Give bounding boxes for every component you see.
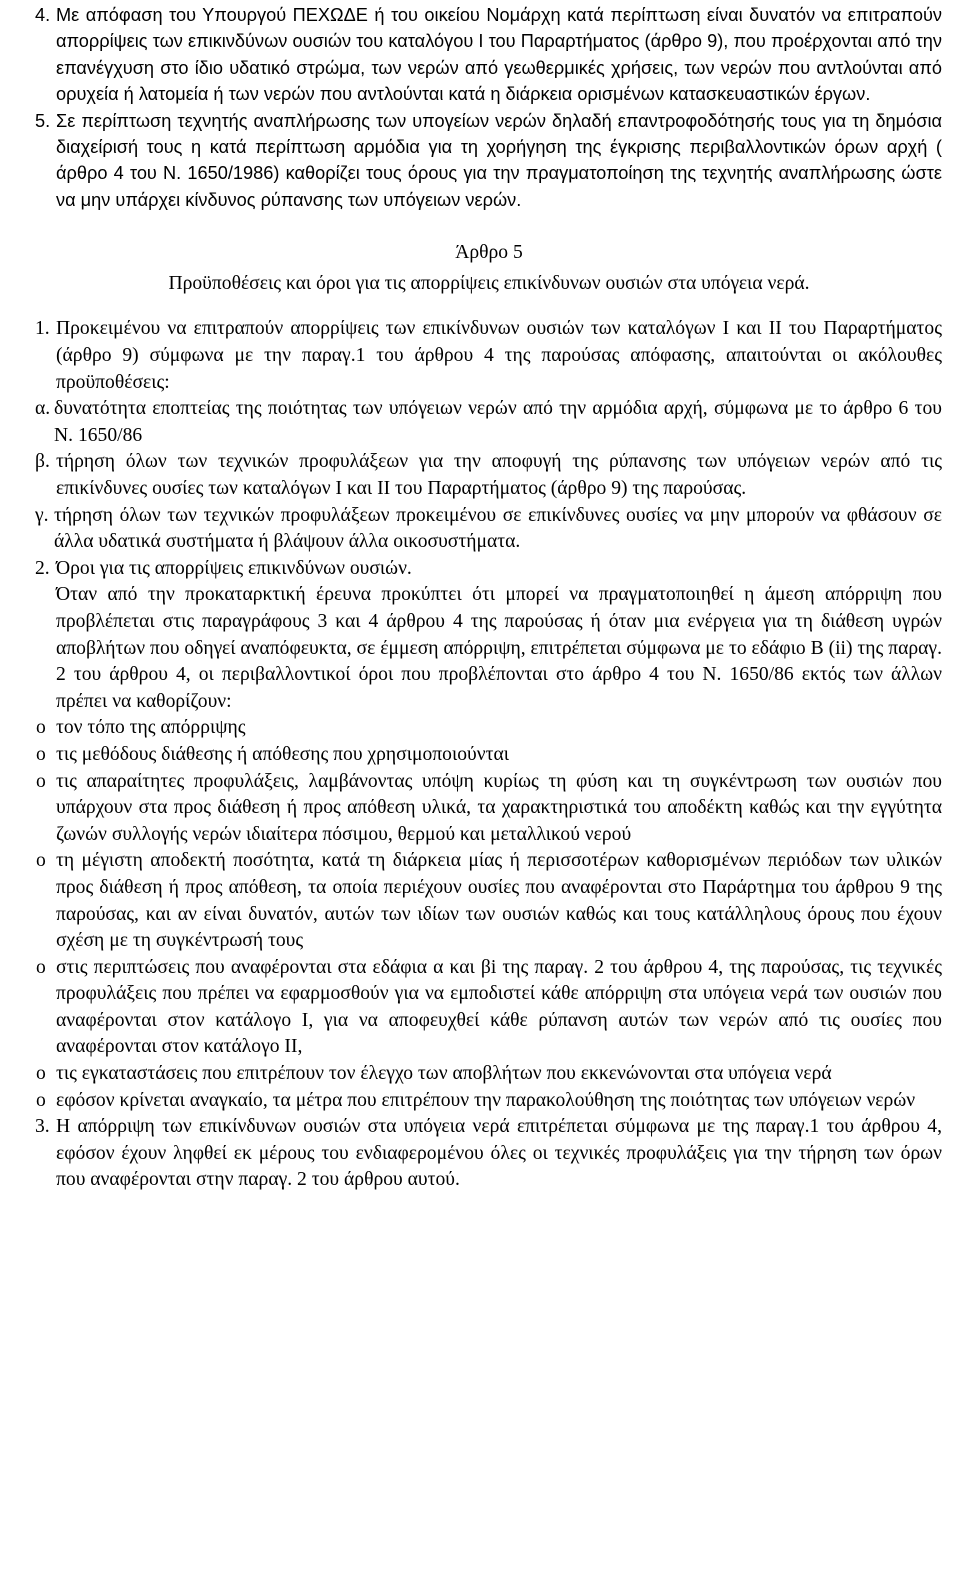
article-subheading: Προϋποθέσεις και όροι για τις απορρίψεις επικίνδυνων ουσιών στα υπόγεια νερά. [168,272,810,294]
sub-text: δυνατότητα εποπτείας της ποιότητας των υπόγειων νερών από την αρμόδια αρχή, σύμφωνα με το άρθρο 6 του Ν. 1650/86 [54,398,942,446]
paragraph-5 [36,108,942,214]
item-1-sub-b [36,449,942,502]
item-number: 1. [35,318,50,340]
item-3 [36,1114,942,1194]
paragraph-number: 4. [35,5,51,25]
bullet-mark: o [36,717,46,739]
list-item [36,769,942,849]
sub-label: α. [35,398,51,420]
item-1-block [36,316,942,555]
bullet-text: στις περιπτώσεις που αναφέρονται στα εδάφια α και βi της παραγ. 2 του άρθρου 4, της παρούσας, τις τεχνικές προφυλάξεις που πρέπει να εφαρμοσθούν για να εμποδιστεί κάθε απόρριψη στα υπόγεια νερά των ουσιών που αναφέρονται στον κατάλογο Ι, για να αποφευχθεί κάθε ρύπανση αυτών των νερών από τις ουσίες που αναφέρονται στον κατάλογο ΙΙ, [56,956,942,1058]
sub-text: τήρηση όλων των τεχνικών προφυλάξεων προκειμένου σε επικίνδυνες ουσίες να μην μπορούν να φθάσουν σε άλλα υδατικά συστήματα ή βλάψουν άλλα οικοσυστήματα. [54,504,942,553]
list-item [36,955,942,1061]
list-item [36,1088,942,1115]
list-item [36,715,942,742]
bullet-text: εφόσον κρίνεται αναγκαίο, τα μέτρα που επιτρέπουν την παρακολούθηση της ποιότητας των υπόγειων νερών [56,1089,916,1111]
sub-text: τήρηση όλων των τεχνικών προφυλάξεων για την αποφυγή της ρύπανσης των υπόγειων νερών από τις επικίνδυνες ουσίες των καταλόγων Ι και ΙΙ του Παραρτήματος (άρθρο 9) της παρούσας. [56,451,942,499]
item-2-block [36,556,942,1114]
item-number: 2. [35,557,50,579]
article-heading: Άρθρο 5 [455,242,523,264]
bullet-text: τις εγκαταστάσεις που επιτρέπουν τον έλεγχο των αποβλήτων που εκκενώνονται στα υπόγεια νερά [56,1063,832,1085]
bullet-mark: o [36,770,46,792]
bullet-mark: o [36,1063,46,1085]
list-item [36,742,942,769]
bullet-mark: o [36,1089,46,1111]
bullet-text: τις μεθόδους διάθεσης ή απόθεσης που χρησιμοποιούνται [56,743,510,765]
bullet-text: τον τόπο της απόρριψης [56,717,246,739]
sub-label: γ. [35,504,49,526]
item-text: Προκειμένου να επιτραπούν απορρίψεις των επικίνδυνων ουσιών των καταλόγων Ι και ΙΙ του Παραρτήματος (άρθρο 9) σύμφωνα με την παραγ.1 του άρθρου 4 της παρούσας απόφασης, απαιτούνται οι ακόλουθες προϋποθέσεις: [56,318,942,393]
bullet-text: τις απαραίτητες προφυλάξεις, λαμβάνοντας υπόψη κυρίως τη φύση και τη συγκέντρωση των ουσιών που υπάρχουν στα προς διάθεση ή προς απόθεση υλικά, τα χαρακτηριστικά του αποδέκτη καθώς και την εγγύτητα ζωνών συλλογής νερών ιδιαίτερα πόσιμου, θερμού και μεταλλικού νερού [56,770,942,845]
bullet-mark: o [36,850,46,872]
list-item [36,1061,942,1088]
item-1-sub-a [36,396,942,449]
paragraph-number: 5. [35,110,51,131]
item-2 [36,556,942,583]
item-3-block [36,1114,942,1194]
item-1 [36,316,942,396]
paragraph-text: Με απόφαση του Υπουργού ΠΕΧΩΔΕ ή του οικείου Νομάρχη κατά περίπτωση είναι δυνατόν να επιτραπούν απορρίψεις των επικινδύνων ουσιών του καταλόγου Ι του Παραρτήματος (άρθρο 9), που προέρχονται από την επανέγχυση στο ίδιο υδατικό στρώμα, των νερών από γεωθερμικές χρήσεις, των νερών που αντλούνται από ορυχεία ή λατομεία ή των νερών που αντλούνται κατά η διάρκεια ορισμένων κατασκευαστικών έργων. [56,5,942,105]
bullet-mark: o [36,743,46,765]
paragraph-4 [36,2,942,108]
item-text: Η απόρριψη των επικίνδυνων ουσιών στα υπόγεια νερά επιτρέπεται σύμφωνα με της παραγ.1 του άρθρου 4, εφόσον έχουν ληφθεί εκ μέρους του ενδιαφερομένου όλες οι τεχνικές προφυλάξεις για την τήρηση των όρων που αναφέρονται στην παραγ. 2 του άρθρου αυτού. [56,1116,942,1191]
bullet-text: τη μέγιστη αποδεκτή ποσότητα, κατά τη διάρκεια μίας ή περισσοτέρων καθορισμένων περιόδων των υλικών προς διάθεση ή προς απόθεση, τα οποία περιέχουν ουσίες που αναφέρονται στο Παράρτημα του άρθρου 9 της παρούσας, και αν είναι δυνατόν, αυτών των ιδίων των ουσιών καθώς και τους κατάλληλους όρους που έχουν σχέση με τη συγκέντρωσή τους [56,850,942,952]
bullet-mark: o [36,956,46,978]
item-number: 3. [35,1116,50,1138]
item-1-sub-g [36,503,942,556]
item-2-text: Όταν από την προκαταρκτική έρευνα προκύπτει ότι μπορεί να πραγματοποιηθεί η άμεση απόρριψη που προβλέπεται στις παραγράφους 3 και 4 άρθρου 4 της παρούσας ή όταν μια ενέργεια για τη διάθεση υγρών αποβλήτων που οδηγεί αναπόφευκτα, σε έμμεση απόρριψη, επιτρέπεται σύμφωνα με το εδάφιο Β (ii) της παραγ. 2 του άρθρου 4, οι περιβαλλοντικοί όροι που προβλέπονται στο άρθρο 4 του Ν. 1650/86 εκτός των άλλων πρέπει να καθορίζουν: [56,584,942,712]
paragraph-text: Σε περίπτωση τεχνητής αναπλήρωσης των υπογείων νερών δηλαδή επαντροφοδότησής τους για τη δημόσια διαχείρισή τους η κατά περίπτωση αρμόδια για τη χορήγηση της έγκρισης περιβαλλοντικών όρων αρχή ( άρθρο 4 του Ν. 1650/1986) καθορίζει τους όρους για την πραγματοποίηση της τεχνητής αναπλήρωσης ώστε να μην υπάρχει κίνδυνος ρύπανσης των υπόγειων νερών. [56,110,942,210]
spacer [36,297,942,316]
item-title: Όροι για τις απορρίψεις επικινδύνων ουσιών. [56,557,412,579]
sub-label: β. [35,451,50,473]
list-item [36,848,942,954]
